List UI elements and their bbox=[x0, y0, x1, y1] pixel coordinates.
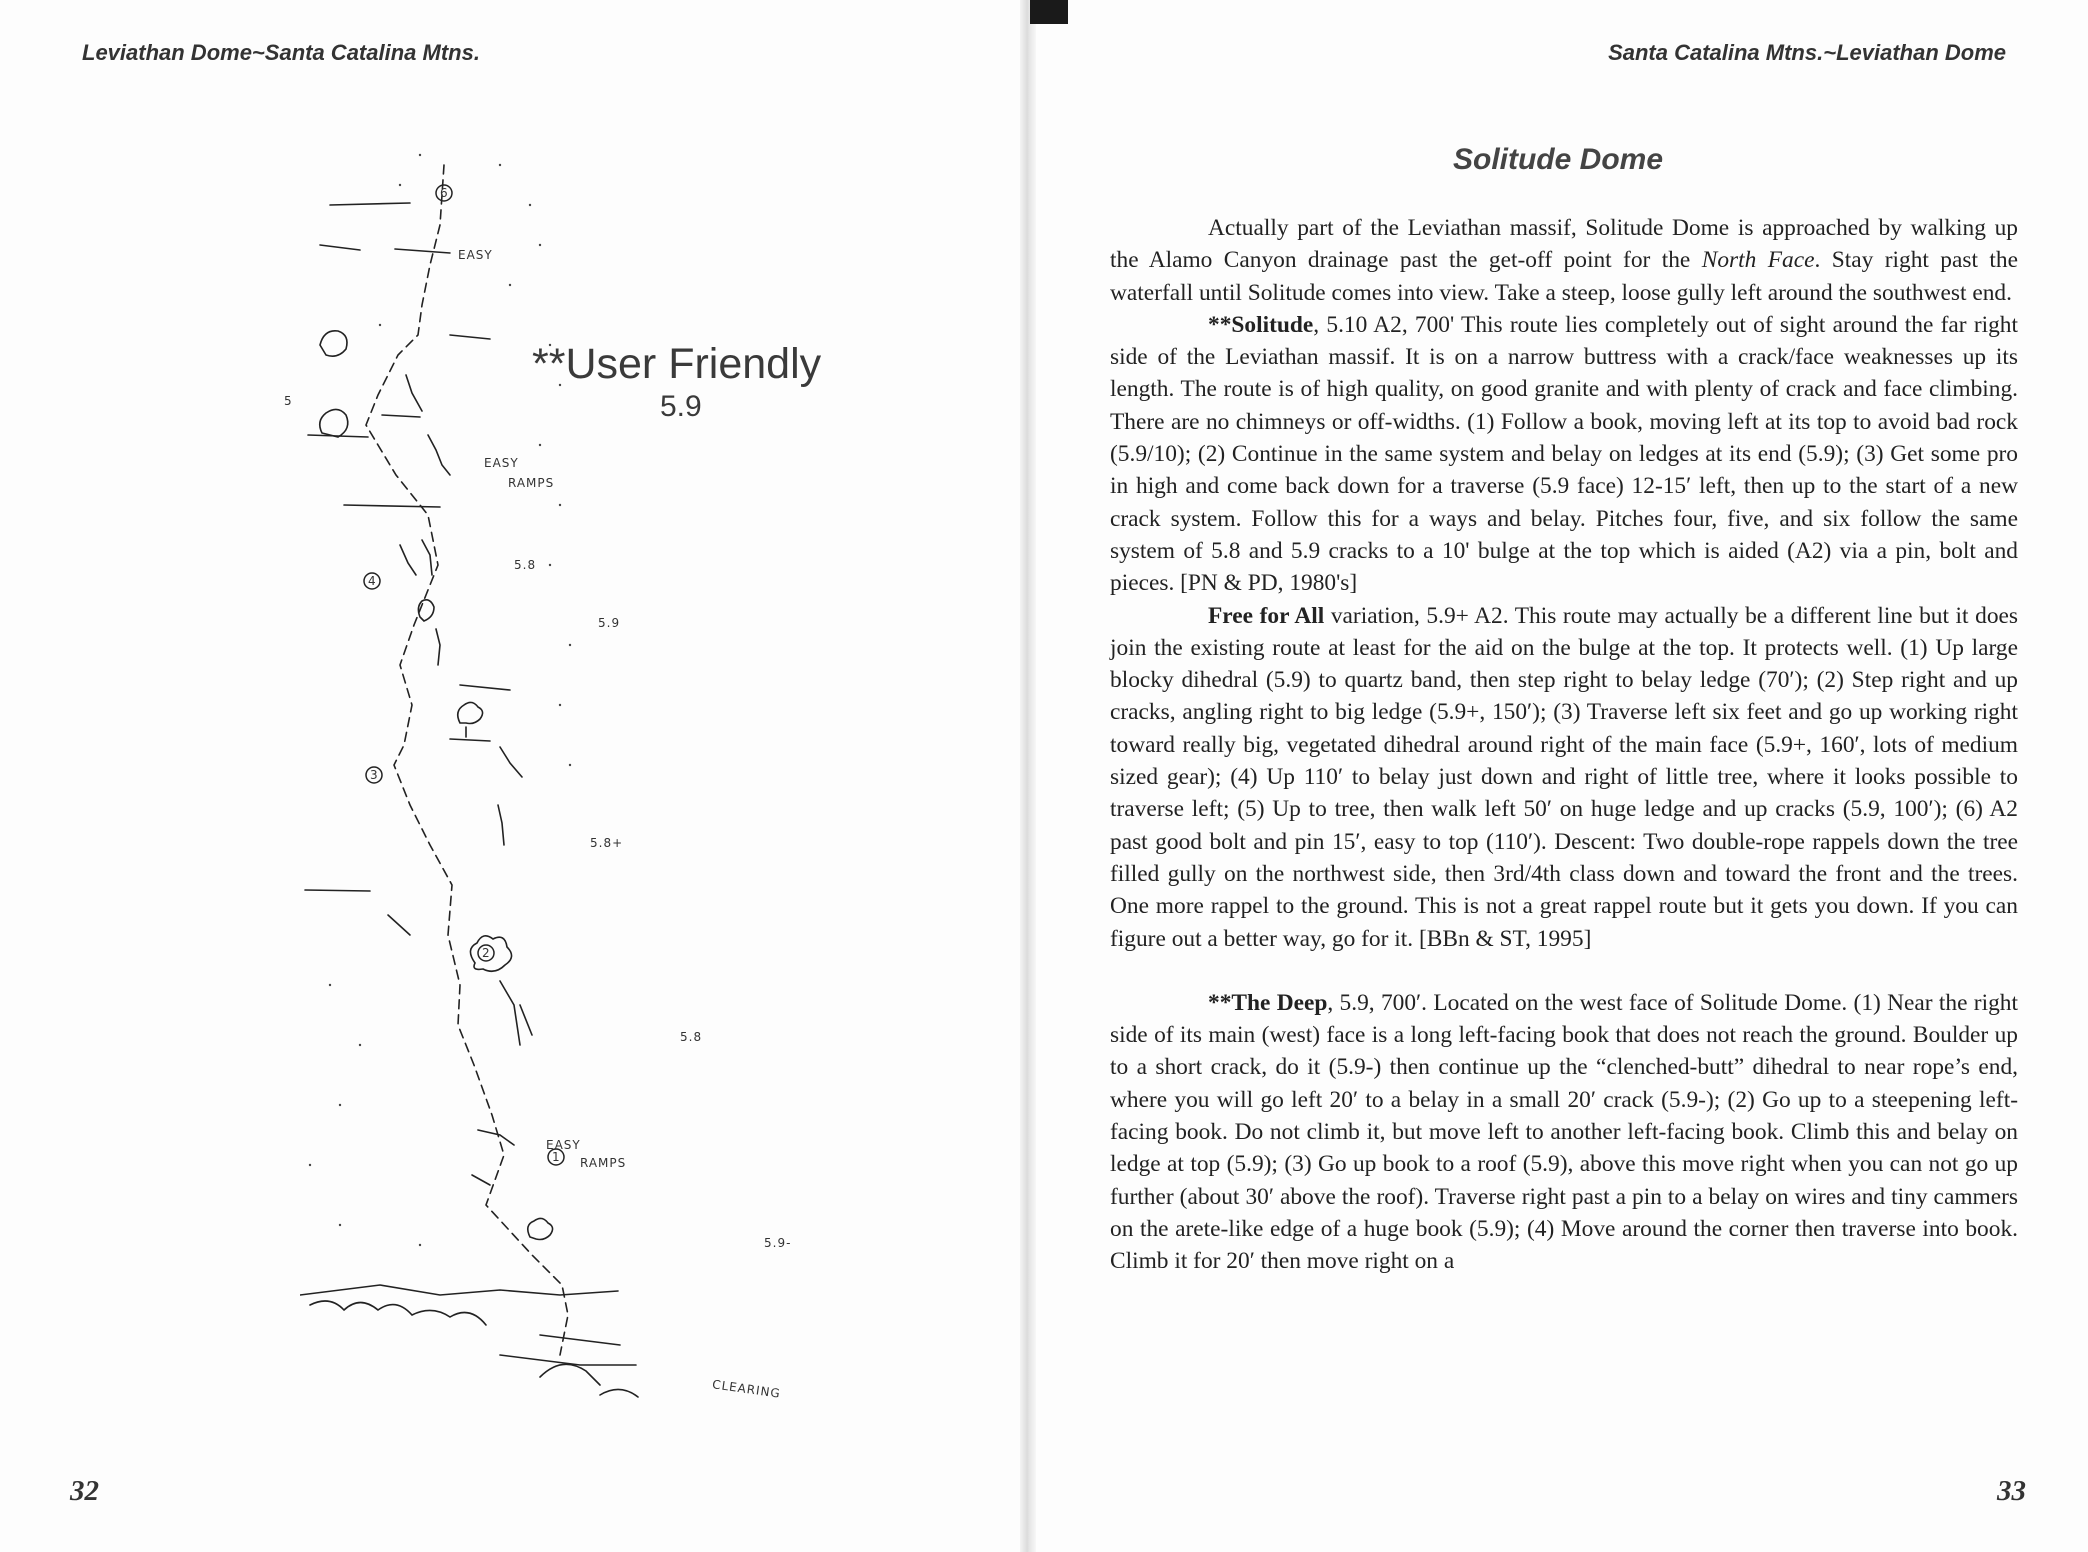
crack-line bbox=[472, 1175, 490, 1185]
flake-outline bbox=[418, 600, 434, 621]
topo-route-name: **User Friendly bbox=[532, 340, 822, 388]
flake-outline bbox=[320, 331, 347, 356]
flake-outline bbox=[320, 409, 348, 437]
route-free-for-all bbox=[1110, 600, 2018, 955]
terrain-dots bbox=[300, 154, 571, 1246]
belay-number-2: 2 bbox=[482, 946, 491, 960]
label-easy-ramps-1b: RAMPS bbox=[508, 476, 555, 490]
route-name-solitude: **Solitude bbox=[1208, 311, 1314, 338]
crack-line bbox=[500, 981, 520, 1045]
tree-icon bbox=[528, 1218, 553, 1239]
route-name-free-for-all: Free for All bbox=[1208, 602, 1325, 629]
label-grade-59-a: 5.9 bbox=[598, 616, 621, 630]
label-clearing: CLEARING bbox=[711, 1377, 782, 1401]
label-easy-ramps-1: EASY bbox=[484, 456, 519, 470]
ledge-line bbox=[300, 1285, 618, 1295]
guide-body-text bbox=[1110, 212, 2018, 1278]
left-page-number: 32 bbox=[70, 1475, 99, 1507]
intro-text-a: Actually part of the Leviathan massif, Solitude Dome is approached by walking up the Alamo Canyon drainage past the get-off point for the bbox=[1110, 215, 2018, 274]
belay-number-5: 5 bbox=[284, 394, 293, 408]
boulder-outline bbox=[600, 1389, 638, 1397]
crack-line bbox=[478, 1130, 514, 1145]
belay-number-4: 4 bbox=[368, 574, 377, 588]
boulder-outline bbox=[310, 1301, 486, 1325]
ledge-line bbox=[330, 203, 410, 205]
crack-line bbox=[422, 540, 432, 575]
ledge-line bbox=[305, 890, 370, 891]
label-easy: EASY bbox=[458, 248, 493, 262]
label-grade-58-b: 5.8 bbox=[680, 1030, 703, 1044]
route-solitude bbox=[1110, 309, 2018, 600]
ledge-line bbox=[382, 415, 420, 417]
tree-trunk bbox=[450, 727, 490, 741]
crack-line bbox=[500, 747, 522, 777]
ledge-line bbox=[460, 685, 510, 690]
gutter-tab bbox=[1030, 0, 1068, 24]
ledge-line bbox=[320, 245, 360, 250]
ledge-line bbox=[395, 249, 450, 253]
crack-line bbox=[406, 375, 422, 411]
crack-line bbox=[520, 1005, 532, 1035]
route-name-the-deep: **The Deep bbox=[1208, 989, 1328, 1016]
tree-icon bbox=[458, 702, 483, 723]
crack-line bbox=[428, 435, 450, 475]
left-running-head: Leviathan Dome~Santa Catalina Mtns. bbox=[82, 40, 480, 65]
intro-text-c: . Stay right past the waterfall until Solitude comes into view. Take a steep, loose gully left around the southwest end. bbox=[1110, 247, 2018, 306]
label-easy-ramps-2: EASY bbox=[546, 1138, 581, 1152]
crack-line bbox=[436, 629, 440, 665]
right-running-head: Santa Catalina Mtns.~Leviathan Dome bbox=[1608, 40, 2006, 65]
crack-line bbox=[388, 915, 410, 935]
crack-line bbox=[400, 545, 416, 575]
right-page-number: 33 bbox=[1997, 1475, 2026, 1507]
intro-paragraph bbox=[1110, 212, 2018, 309]
route-desc-solitude: , 5.10 A2, 700' This route lies completely out of sight around the far right side of the Leviathan massif. It is on a narrow buttress with a crack/face weaknesses up its length. The route is of high quality, on good granite and with plenty of crack and face climbing. There are no chimneys or off-widths. (1) Follow a book, moving left at its top to avoid bad rock (5.9/10); (2) Continue in the same system and belay on ledges at its end (5.9); (3) Get some pro in high and come back down for a traverse (5.9 face) 12-15′ left, then up to the start of a new crack system. Follow this for a ways and belay. Pitches four, five, and six follow the same system of 5.8 and 5.9 cracks to a 10' bulge at the top which is aided (A2) via a pin, bolt and pieces. [PN & PD, 1980's] bbox=[1110, 311, 2018, 597]
label-grade-58-a: 5.8 bbox=[514, 558, 537, 572]
route-the-deep bbox=[1110, 987, 2018, 1278]
belay-number-1: 1 bbox=[552, 1150, 561, 1164]
label-grade-58plus: 5.8+ bbox=[590, 836, 624, 850]
belay-number-3: 3 bbox=[370, 768, 379, 782]
bush-icon bbox=[470, 936, 511, 971]
boulder-outline bbox=[540, 1364, 600, 1385]
route-desc-free-for-all: variation, 5.9+ A2. This route may actually be a different line but it does join the existing route at least for the aid on the bulge at the top. It protects well. (1) Up large blocky dihedral (5.9) to quartz band, then step right to belay ledge (70′); (2) Step right and up cracks, angling right to big ledge (5.9+, 150′); (3) Traverse left six feet and go up working right toward really big, vegetated dihedral around right of the main face (5.9+, 160′, lots of medium sized gear); (4) Up 110′ to belay just down and right of little tree, where it looks possible to traverse left; (5) Up to tree, then walk left 50′ on huge ledge and up cracks (5.9, 100′); (6) A2 past good bolt and pin 15′, easy to top (110′). Descent: Two double-rope rappels down the tree filled gully on the northwest side, then 3rd/4th class down and toward the front and the trees. One more rappel to the ground. This is not a great rappel route but it gets you down. If you can figure out a better way, go for it. [BBn & ST, 1995] bbox=[1110, 602, 2019, 952]
intro-text-north-face: North Face bbox=[1701, 247, 1815, 274]
ledge-line bbox=[540, 1335, 620, 1345]
book-gutter bbox=[1020, 0, 1036, 1552]
label-easy-ramps-2b: RAMPS bbox=[580, 1156, 627, 1170]
topo-route-grade: 5.9 bbox=[660, 390, 702, 423]
belay-number-6: 6 bbox=[440, 186, 449, 200]
section-title: Solitude Dome bbox=[1452, 143, 1663, 176]
label-grade-59minus: 5.9- bbox=[764, 1236, 792, 1250]
ledge-line bbox=[344, 505, 440, 507]
crack-line bbox=[498, 805, 504, 845]
ledge-line bbox=[450, 335, 490, 339]
route-desc-the-deep: , 5.9, 700′. Located on the west face of Solitude Dome. (1) Near the right side of its main (west) face is a long left-facing book that does not reach the ground. Boulder up to a short crack, do it (5.9-) then continue up the “clenched-butt” dihedral to near rope’s end, where you will go left 20′ to a belay in a small 20′ crack (5.9-); (2) Go up to a steepening left-facing book. Do not climb it, but move left to another left-facing book. Climb this and belay on ledge at top (5.9); (3) Go up book to a roof (5.9), above this move right when you can not go up further (about 30′ above the roof). Traverse right past a pin to a belay on wires and tiny cammers on the arete-like edge of a huge book (5.9); (4) Move around the corner then traverse into book. Climb it for 20′ then move right on a bbox=[1110, 989, 2018, 1275]
